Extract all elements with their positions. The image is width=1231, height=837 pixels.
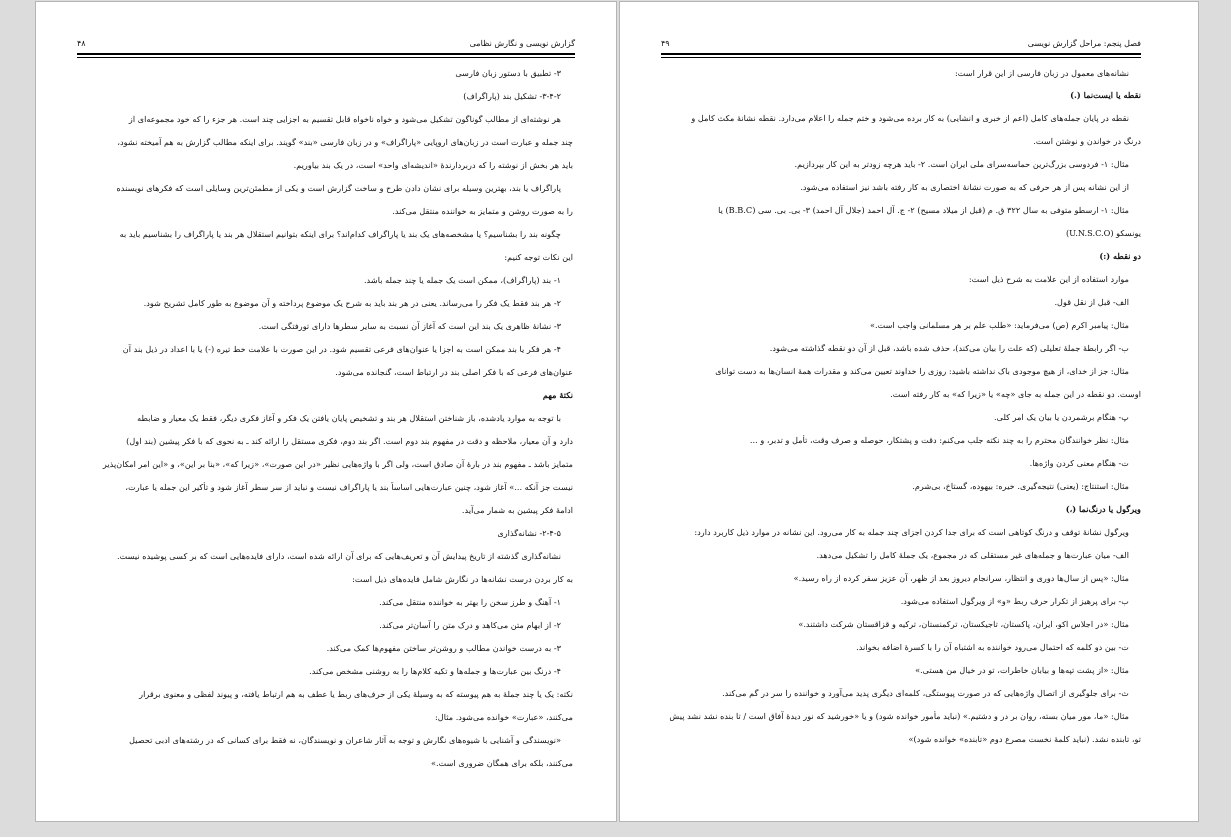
- text-line: مثال: «از پشت تپه‌ها و بیابان خاطرات، تو در خیال من هستی.»: [915, 665, 1129, 675]
- text-line: ب- اگر رابطهٔ جملهٔ تعلیلی (که علت را بیان می‌کند)، حذف شده باشد، قبل از آن دو نقطه گذاشته می‌شود.: [769, 343, 1129, 353]
- text-line: ۴- هر فکر یا بند ممکن است به اجزا یا عنوان‌های فرعی تقسیم شود. در این صورت با علامت خط تیره (-) یا با اعداد در ذیل بند آن: [122, 344, 561, 354]
- text-line: را به صورت روشن و متمایز به خواننده منتقل می‌کند.: [392, 206, 573, 216]
- text-line: ث- برای جلوگیری از اتصال واژه‌هایی که در صورت پیوستگی، کلمه‌ای دیگری پدید می‌آورد و خواننده را سر در گم می‌کند.: [722, 688, 1129, 698]
- page-body: [665, 68, 1141, 768]
- text-line: موارد استفاده از این علامت به شرح ذیل است:: [968, 274, 1129, 284]
- text-line: عنوان‌های فرعی که با فکر اصلی بند در ارتباط است، گنجانده می‌شود.: [335, 367, 573, 377]
- text-line: ویرگول نشانهٔ توقف و درنگ کوتاهی است که برای جدا کردن اجزای چند جمله به کار می‌رود. این نشانه در موارد ذیل کاربرد دارد:: [694, 527, 1129, 537]
- page-number: ۴۹: [661, 39, 670, 48]
- text-line: مثال: «پس از سال‌ها دوری و انتظار، سرانجام دیروز بعد از ظهر، آن عزیز سفر کرده از راه رسید.»: [793, 573, 1129, 583]
- header-title: فصل پنجم: مراحل گزارش نویسی: [1027, 39, 1141, 48]
- text-line: مثال: ۱- فردوسی بزرگ‌ترین حماسه‌سرای ملی ایران است. ۲- باید هرچه زودتر به این کار بپردازیم.: [794, 159, 1129, 169]
- text-line: ۳-۴-۲- تشکیل بند (پاراگراف): [463, 91, 561, 101]
- text-line: نیست جز آنکه ...» آغاز شود، چنین عبارت‌هایی اساساً بند یا پاراگراف نیست و نباید از سر سطر آغاز شود و تأکیر این جمله یا عبارت،: [125, 482, 573, 492]
- text-line: ۱- آهنگ و طرز سخن را بهتر به خواننده منتقل می‌کند.: [379, 597, 561, 607]
- text-line: پاراگراف یا بند، بهترین وسیله برای نشان دادن طرح و ساخت گزارش است و یکی از مطمئن‌ترین وسایلی است که فکرهای نویسنده: [116, 183, 561, 193]
- text-line: با توجه به موارد یادشده، باز شناختن استقلال هر بند و تشخیص پایان یافتن یک فکر و آغاز فکری دیگر، فقط یک معیار و ضابطه: [137, 413, 561, 423]
- text-line: ادامهٔ فکر پیشین به شمار می‌آید.: [461, 505, 573, 515]
- text-line: ۲- هر بند فقط یک فکر را می‌رساند. یعنی در هر بند باید به شرح یک موضوع پرداخته و آن موضوع به طور کامل تشریح شود.: [143, 298, 561, 308]
- text-line: از این نشانه پس از هر حرفی که به صورت نشانهٔ اختصاری به کار رفته باشد نیز استفاده می‌شود.: [800, 182, 1129, 192]
- text-line: الف- میان عبارت‌ها و جمله‌های غیر مستقلی که در مجموع، یک جملهٔ کامل را تشکیل می‌دهد.: [816, 550, 1129, 560]
- text-line: ۴- درنگ بین عبارت‌ها و جمله‌ها و تکیه کلام‌ها را به روشنی مشخص می‌کند.: [309, 666, 561, 676]
- header-rule: [661, 53, 1141, 55]
- header-rule: [77, 53, 575, 55]
- text-line: تو، تابنده نشد. (نباید کلمهٔ نخست مصرع دوم «تابنده» خوانده شود)»: [908, 734, 1141, 744]
- text-line: درنگ در خواندن و نوشتن است.: [1033, 136, 1141, 146]
- section-heading: نقطه یا ایست‌نما (.): [1070, 90, 1141, 100]
- section-heading: ویرگول یا درنگ‌نما (،): [1065, 504, 1141, 514]
- section-heading: نکتهٔ مهم: [542, 390, 573, 400]
- text-line: اوست. دو نقطه در این جمله به جای «چه» یا «زیرا که» به کار رفته است.: [890, 389, 1141, 399]
- left-page: [35, 1, 617, 822]
- page-body: [77, 68, 573, 788]
- text-line: نقطه در پایان جمله‌های کامل (اعم از خبری و انشایی) به کار برده می‌شود و ختم جمله را اعلام می‌دارد. نقطه نشانهٔ مکث کامل و: [691, 113, 1129, 123]
- page-number: ۴۸: [77, 39, 86, 48]
- text-line: دارد و آن معیار، ملاحظه و دقت در مفهوم بند دوم است. اگر بند دوم، فکری مستقل را ارائه کند ـ به نحوی که با فکر پیشین (بند اول): [126, 436, 573, 446]
- text-line: نشانه‌گذاری گذشته از تاریخ پیدایش آن و تعریف‌هایی که برای آن ارائه شده است، دارای فایده‌هایی است که بر کسی پوشیده نیست.: [116, 551, 561, 561]
- text-line: می‌کنند، بلکه برای همگان ضروری است.»: [430, 758, 573, 768]
- text-line: ۲-۴-۵- نشانه‌گذاری: [497, 528, 561, 538]
- text-line: هر نوشته‌ای از مطالب گوناگون تشکیل می‌شود و خواه ناخواه قابل تقسیم به اجزایی چند است. هر جزء را که خود مجموعه‌ای از: [128, 114, 561, 124]
- text-line: این نکات توجه کنیم:: [504, 252, 573, 262]
- text-line: ب- برای پرهیز از تکرار حرف ربط «و» از ویرگول استفاده می‌شود.: [900, 596, 1129, 606]
- page-header: [77, 39, 575, 53]
- text-line: ۳- نشانهٔ ظاهری یک بند این است که آغاز آن نسبت به سایر سطرها دارای تورفتگی است.: [258, 321, 561, 331]
- text-line: نکته: یک یا چند جملهٔ به هم پیوسته که به وسیلهٔ یکی از حرف‌های ربط یا عطف به هم ارتباط یافته، و پیوند لفظی و معنوی برقرار: [139, 689, 573, 699]
- text-line: به کار بردن درست نشانه‌ها در نگارش شامل فایده‌های ذیل است:: [352, 574, 573, 584]
- text-line: مثال: «در اجلاس اکو، ایران، پاکستان، تاجیکستان، ترکمنستان، ترکیه و قزاقستان شرکت داشتند.»: [798, 619, 1129, 629]
- section-heading: دو نقطه (:): [1099, 251, 1141, 261]
- header-rule-thin: [661, 57, 1141, 58]
- text-line: یونسکو (U.N.S.C.O): [1065, 228, 1141, 238]
- text-line: چگونه بند را بشناسیم؟ یا مشخصه‌های یک بند یا پاراگراف کدام‌اند؟ برای اینکه بتوانیم استقلال هر بند یا پاراگراف را بشناسیم باید به: [119, 229, 561, 239]
- text-line: می‌کنند، «عبارت» خوانده می‌شود. مثال:: [435, 712, 573, 722]
- text-line: مثال: نظر خوانندگان محترم را به چند نکته جلب می‌کنم: دقت و پشتکار، حوصله و صرف وقت، تأمل و تدبر، و ...: [749, 435, 1129, 445]
- text-line: ۳- به درست خواندن مطالب و روشن‌تر ساختن مفهوم‌ها کمک می‌کند.: [326, 643, 561, 653]
- text-line: ۱- بند (پاراگراف)، ممکن است یک جمله یا چند جمله باشد.: [363, 275, 561, 285]
- header-title: گزارش نویسی و نگارش نظامی: [469, 39, 575, 48]
- text-line: نشانه‌های معمول در زبان فارسی از این قرار است:: [954, 68, 1129, 78]
- text-line: مثال: ۱- ارسطو متوفی به سال ۳۲۲ ق. م (قبل از میلاد مسیح) ۲- ج. آل احمد (جلال آل احمد) ۳- بی. بی. سی (B.B.C) یا: [718, 205, 1129, 215]
- page-header: [661, 39, 1141, 53]
- text-line: پ- هنگام برشمردن یا بیان یک امر کلی.: [994, 412, 1129, 422]
- text-line: ت- هنگام معنی کردن واژه‌ها.: [1029, 458, 1129, 468]
- text-line: چند جمله و عبارت است در زبان‌های اروپایی «پاراگراف» و در زبان فارسی «بند» گویند. برای اینکه مطالب گزارش به هم آمیخته نشود،: [117, 137, 573, 147]
- text-line: ت- بین دو کلمه که احتمال می‌رود خواننده به اشتباه آن را با کسرهٔ اضافه بخواند.: [856, 642, 1129, 652]
- text-line: مثال: استنتاج: (یعنی) نتیجه‌گیری. خیره: بیهوده، گستاخ، بی‌شرم.: [912, 481, 1129, 491]
- text-line: مثال: «ما، مور میان بسته، روان بر در و دشتیم.» (نباید مأمور خوانده شود) و یا «خورشید که نور دیدهٔ آفاق است / تا بنده نشد نشد پیش: [669, 711, 1129, 721]
- right-page: [619, 1, 1199, 822]
- text-line: ۳- تطبیق با دستور زبان فارسی: [455, 68, 561, 78]
- header-rule-thin: [77, 57, 575, 58]
- text-line: باید هر بخش از نوشته را که دربردارندهٔ «اندیشه‌ای واحد» است، در یک بند بیاوریم.: [293, 160, 573, 170]
- text-line: «نویسندگی و آشنایی با شیوه‌های نگارش و توجه به آثار شاعران و نویسندگان، نه فقط برای کسانی که در رشته‌های ادبی تحصیل: [129, 735, 561, 745]
- text-line: الف- قبل از نقل قول.: [1054, 297, 1129, 307]
- text-line: متمایز باشد ـ مفهوم بند در بارهٔ آن صادق است، ولی اگر با واژه‌هایی نظیر «در این صورت»، «زیرا که»، «بنا بر این»، و «این امر امکان‌پذیر: [102, 459, 573, 469]
- text-line: مثال: پیامبر اکرم (ص) می‌فرماید: «طلب علم بر هر مسلمانی واجب است.»: [869, 320, 1129, 330]
- text-line: ۲- از ابهام متن می‌کاهد و درک متن را آسان‌تر می‌کند.: [379, 620, 561, 630]
- text-line: مثال: جز از خدای، از هیچ موجودی باک نداشته باشید: روزی را خداوند تعیین می‌کند و مقدرات همهٔ انسان‌ها به دست توانای: [715, 366, 1129, 376]
